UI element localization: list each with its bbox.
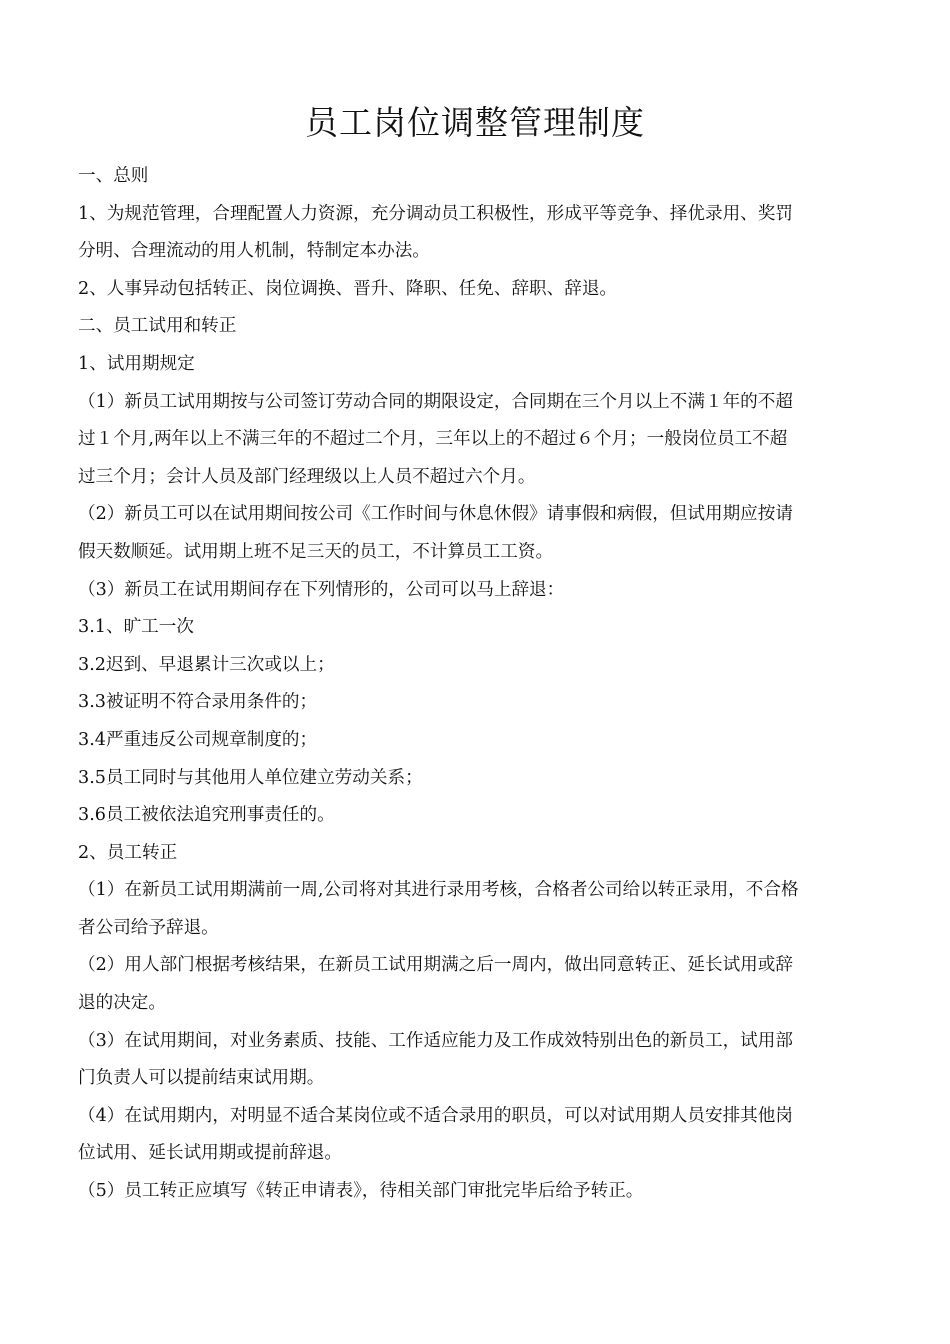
list-item: 3.6员工被依法追究刑事责任的。 <box>78 805 335 826</box>
paragraph-line: 2、人事异动包括转正、岗位调换、晋升、降职、任免、辞职、辞退。 <box>78 278 618 299</box>
paragraph-line: 门负责人可以提前结束试用期。 <box>78 1068 325 1089</box>
paragraph-line: （3）新员工在试用期间存在下列情形的，公司可以马上辞退： <box>78 579 565 600</box>
paragraph-line: 过１个月,两年以上不满三年的不超过二个月，三年以上的不超过６个月；一般岗位员工不超 <box>78 429 788 450</box>
paragraph-line: （2）新员工可以在试用期间按公司《工作时间与休息休假》请事假和病假，但试用期应按请 <box>78 504 793 525</box>
paragraph-line: （3）在试用期间，对业务素质、技能、工作适应能力及工作成效特别出色的新员工，试用部 <box>78 1030 793 1051</box>
list-item: 3.3被证明不符合录用条件的； <box>78 692 318 713</box>
paragraph-line: 假天数顺延。试用期上班不足三天的员工，不计算员工工资。 <box>78 541 554 562</box>
paragraph-line: 者公司给予辞退。 <box>78 917 219 938</box>
document-body <box>78 158 868 1211</box>
paragraph-line: （4）在试用期内，对明显不适合某岗位或不适合录用的职员，可以对试用期人员安排其他岗 <box>78 1105 793 1126</box>
section-heading: 一、总则 <box>78 166 149 186</box>
subsection-heading: 1、试用期规定 <box>78 353 195 374</box>
section-heading: 二、员工试用和转正 <box>78 316 237 337</box>
list-item: 3.2迟到、早退累计三次或以上； <box>78 654 335 675</box>
paragraph-line: 位试用、延长试用期或提前辞退。 <box>78 1143 342 1164</box>
paragraph-line: （5）员工转正应填写《转正申请表》，待相关部门审批完毕后给予转正。 <box>78 1181 644 1202</box>
list-item: 3.5员工同时与其他用人单位建立劳动关系； <box>78 767 423 788</box>
subsection-heading: 2、员工转正 <box>78 842 178 863</box>
paragraph-line: （1）新员工试用期按与公司签订劳动合同的期限设定，合同期在三个月以上不满１年的不超 <box>78 391 793 412</box>
document-title: 员工岗位调整管理制度 <box>305 103 645 142</box>
list-item: 3.1、旷工一次 <box>78 617 194 638</box>
paragraph-line: 过三个月；会计人员及部门经理级以上人员不超过六个月。 <box>78 466 536 487</box>
paragraph-line: （2）用人部门根据考核结果，在新员工试用期满之后一周内，做出同意转正、延长试用或辞 <box>78 955 793 976</box>
paragraph-line: 退的决定。 <box>78 993 166 1014</box>
paragraph-line: （1）在新员工试用期满前一周,公司将对其进行录用考核，合格者公司给以转正录用，不合格 <box>78 880 799 901</box>
list-item: 3.4严重违反公司规章制度的； <box>78 729 318 750</box>
paragraph-line: 分明、合理流动的用人机制，特制定本办法。 <box>78 241 430 262</box>
paragraph-line: 1、为规范管理，合理配置人力资源，充分调动员工积极性，形成平等竞争、择优录用、奖罚 <box>78 203 793 224</box>
